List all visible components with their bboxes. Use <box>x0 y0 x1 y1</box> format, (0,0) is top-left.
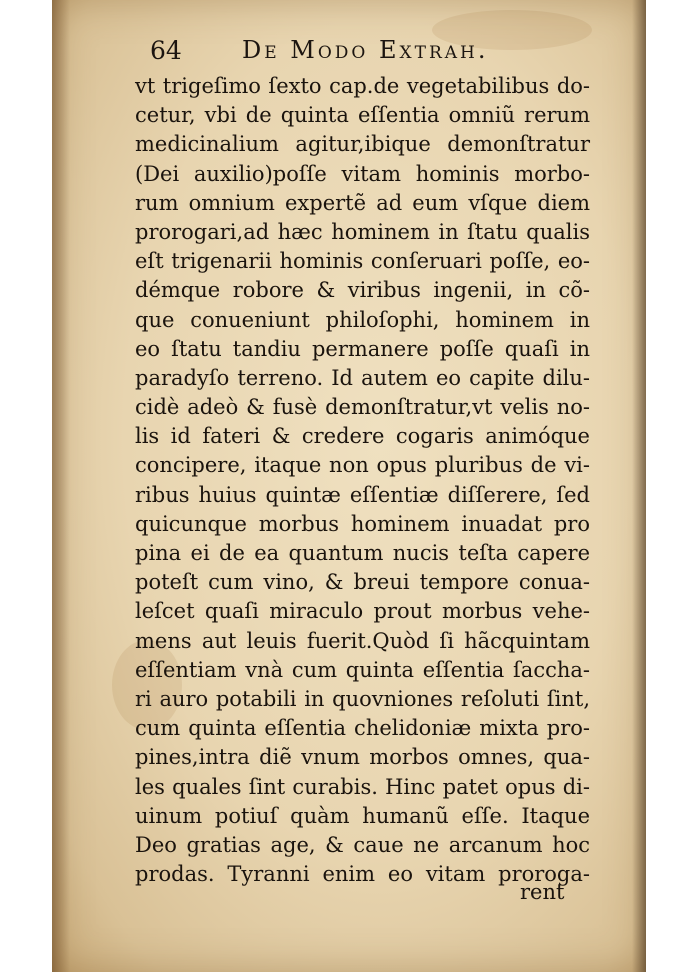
text-line: cetur, vbi de quinta eſſentia omniũ rerum <box>135 103 590 128</box>
text-line: rum omnium expertẽ ad eum vſque diem <box>135 190 590 215</box>
text-line: que conueniunt philoſophi, hominem in <box>135 307 590 332</box>
text-line: poteſt cum vino, & breui tempore conua- <box>135 570 590 595</box>
text-line: Deo gratias age, & caue ne arcanum hoc <box>135 832 590 857</box>
text-line: eo ſtatu tandiu permanere poſſe quaſi in <box>135 336 590 361</box>
gutter-shadow <box>52 0 70 972</box>
text-line: mens aut leuis fuerit.Quòd ſi hãcquintam <box>135 628 590 653</box>
text-line: pines,intra diẽ vnum morbos omnes, qua- <box>135 745 590 770</box>
text-line: ribus huius quintæ eſſentiæ diſſerere, ſed <box>135 482 590 507</box>
text-line: pina ei de ea quantum nucis teſta capere <box>135 541 590 565</box>
text-line: prorogari,ad hæc hominem in ſtatu qualis <box>135 219 590 244</box>
text-line: cidè adeò & fusè demonſtratur,vt velis no- <box>135 395 590 420</box>
text-line: leſcet quaſi miraculo prout morbus vehe- <box>135 599 590 624</box>
text-line: eſſentiam vnà cum quinta eſſentia ſaccha- <box>135 657 590 682</box>
page-number: 64 <box>150 36 182 65</box>
body-text <box>135 72 590 889</box>
catchword: rent <box>520 880 565 904</box>
text-line: concipere, itaque non opus pluribus de vi- <box>135 453 590 478</box>
text-line: medicinalium agitur,ibique demonſtratur <box>135 132 590 157</box>
page-edge-shadow <box>632 0 646 972</box>
page-header <box>150 34 580 70</box>
text-line: (Dei auxilio)poſſe vitam hominis morbo- <box>135 161 590 186</box>
text-line: ri auro potabili in quovniones reſoluti ſint, <box>135 686 590 711</box>
text-line: vt trigeſimo ſexto cap.de vegetabilibus do- <box>135 74 590 98</box>
text-line: les quales ſint curabis. Hinc patet opus di- <box>135 774 590 799</box>
text-line: uinum potiuſ quàm humanũ eſſe. Itaque <box>135 803 590 828</box>
text-line: eſt trigenarii hominis conſeruari poſſe, eo- <box>135 249 590 274</box>
text-line: lis id fateri & credere cogaris animóque <box>135 424 590 449</box>
text-line: quicunque morbus hominem inuadat pro <box>135 511 590 536</box>
text-line: démque robore & viribus ingenii, in cõ- <box>135 278 590 303</box>
running-head: De Modo Extrah. <box>242 36 489 64</box>
text-line: paradyſo terreno. Id autem eo capite dilu- <box>135 365 590 390</box>
text-line: cum quinta eſſentia chelidoniæ mixta pro- <box>135 716 590 741</box>
text-line: prodas. Tyranni enim eo vitam proroga- <box>135 862 590 887</box>
